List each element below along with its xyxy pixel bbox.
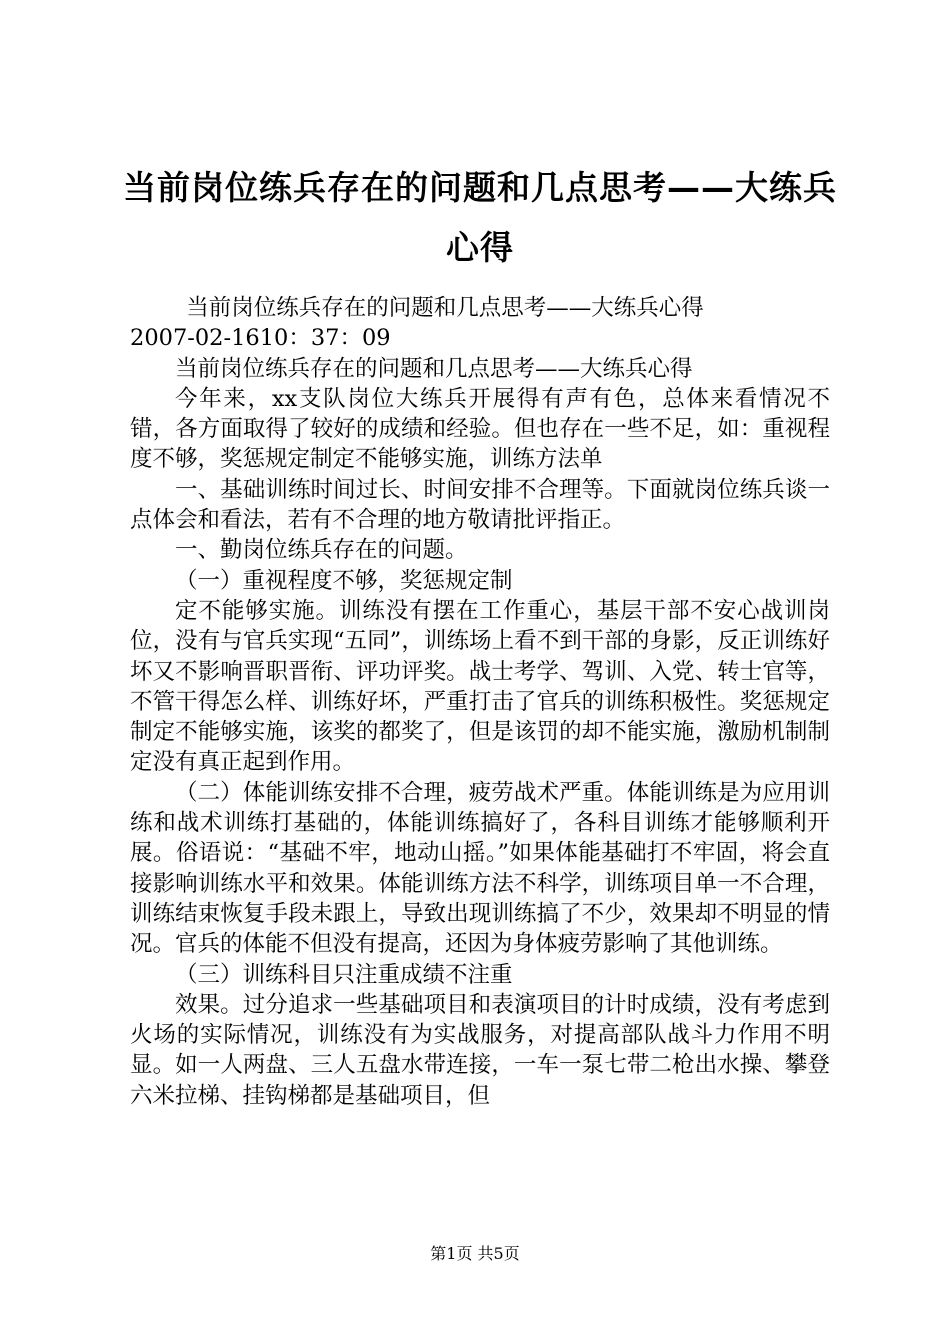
paragraph: 效果。过分追求一些基础项目和表演项目的计时成绩，没有考虑到火场的实际情况，训练没有为实战服务，对提高部队战斗力作用不明显。如一人两盘、三人五盘水带连接，一车一泵七带二枪出水操、攀登六米拉梯、挂钩梯都是基础项目，但: [130, 991, 830, 1109]
document-title: 当前岗位练兵存在的问题和几点思考——大练兵心得: [123, 168, 837, 267]
paragraph: 一、基础训练时间过长、时间安排不合理等。下面就岗位练兵谈一点体会和看法，若有不合理的地方敬请批评指正。: [130, 476, 830, 534]
section-heading: 一、勤岗位练兵存在的问题。: [175, 537, 468, 564]
subsection-heading: （三）训练科目只注重成绩不注重: [175, 961, 513, 988]
paragraph: （二）体能训练安排不合理，疲劳战术严重。体能训练是为应用训练和战术训练打基础的，体能训练搞好了，各科目训练才能够顺利开展。俗语说：“基础不牢，地动山摇。”如果体能基础打不牢固，将会直接影响训练水平和效果。体能训练方法不科学，训练项目单一不合理，训练结束恢复手段未跟上，导致出现训练搞了不少，效果却不明显的情况。官兵的体能不但没有提高，还因为身体疲劳影响了其他训练。: [130, 779, 830, 958]
paragraph-subtitle: 当前岗位练兵存在的问题和几点思考——大练兵心得: [186, 295, 704, 321]
paragraph: 定不能够实施。训练没有摆在工作重心，基层干部不安心战训岗位，没有与官兵实现“五同”，训练场上看不到干部的身影，反正训练好坏又不影响晋职晋衔、评功评奖。战士考学、驾训、入党、转士官等，不管干得怎么样、训练好坏，严重打击了官兵的训练积极性。奖惩规定制定不能够实施，该奖的都奖了，但是该罚的却不能实施，激励机制制定没有真正起到作用。: [130, 597, 830, 776]
paragraph-timestamp: 2007-02-1610：37：09: [130, 325, 391, 352]
subsection-heading: （一）重视程度不够，奖惩规定制: [175, 567, 513, 594]
paragraph: 今年来，xx支队岗位大练兵开展得有声有色，总体来看情况不错，各方面取得了较好的成绩和经验。但也存在一些不足，如：重视程度不够，奖惩规定制定不能够实施，训练方法单: [130, 385, 830, 473]
document-body: [130, 293, 830, 1111]
paragraph: 当前岗位练兵存在的问题和几点思考——大练兵心得: [175, 355, 693, 382]
page-footer: 第1页 共5页: [430, 1244, 520, 1263]
